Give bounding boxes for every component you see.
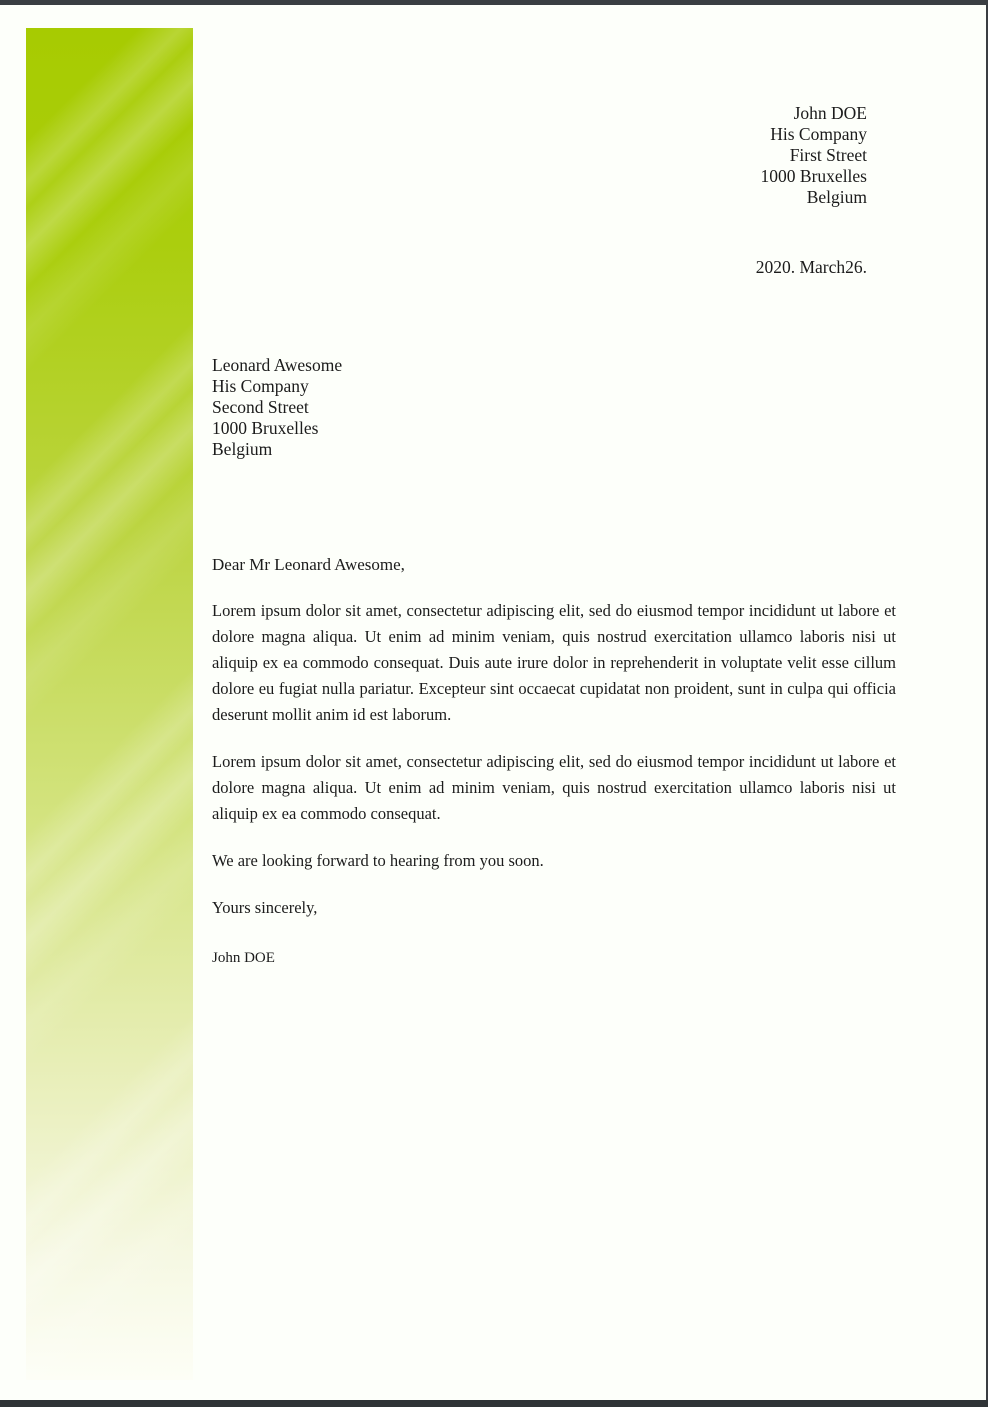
sender-street: First Street [789, 145, 867, 165]
recipient-street: Second Street [212, 397, 309, 417]
sender-country: Belgium [806, 187, 867, 207]
window-bottom-border [0, 1400, 988, 1407]
letter-date: 2020. March26. [755, 257, 867, 277]
recipient-company: His Company [212, 376, 309, 396]
salutation: Dear Mr Leonard Awesome, [212, 555, 405, 574]
sender-address-block [761, 103, 867, 208]
sender-city: 1000 Bruxelles [760, 166, 867, 186]
window-top-border [0, 0, 988, 5]
body-paragraph-1: Lorem ipsum dolor sit amet, consectetur adipiscing elit, sed do eiusmod tempor incididunt ut labore et dolore magna aliqua. Ut enim ad minim veniam, quis nostrud exercitation ullamco laboris nisi ut aliquip ex ea commodo consequat. Duis aute irure dolor in reprehenderit in voluptate velit esse cillum dolore eu fugiat nulla pariatur. Excepteur sint occaecat cupidatat non proident, sunt in culpa qui officia deserunt mollit anim id est laborum. [212, 601, 896, 724]
recipient-name: Leonard Awesome [212, 355, 343, 375]
decorative-gradient-sidebar [26, 28, 193, 1380]
sender-company: His Company [770, 124, 867, 144]
valediction: Yours sincerely, [212, 898, 318, 917]
recipient-country: Belgium [212, 439, 273, 459]
recipient-address-block [212, 355, 342, 460]
signature-name: John DOE [212, 950, 275, 966]
letter-body [212, 598, 896, 992]
body-paragraph-2: Lorem ipsum dolor sit amet, consectetur adipiscing elit, sed do eiusmod tempor incididunt ut labore et dolore magna aliqua. Ut enim ad minim veniam, quis nostrud exercitation ullamco laboris nisi ut aliquip ex ea commodo consequat. [212, 752, 896, 823]
closing-line: We are looking forward to hearing from you soon. [212, 851, 544, 870]
sender-name: John DOE [793, 103, 867, 123]
recipient-city: 1000 Bruxelles [212, 418, 319, 438]
